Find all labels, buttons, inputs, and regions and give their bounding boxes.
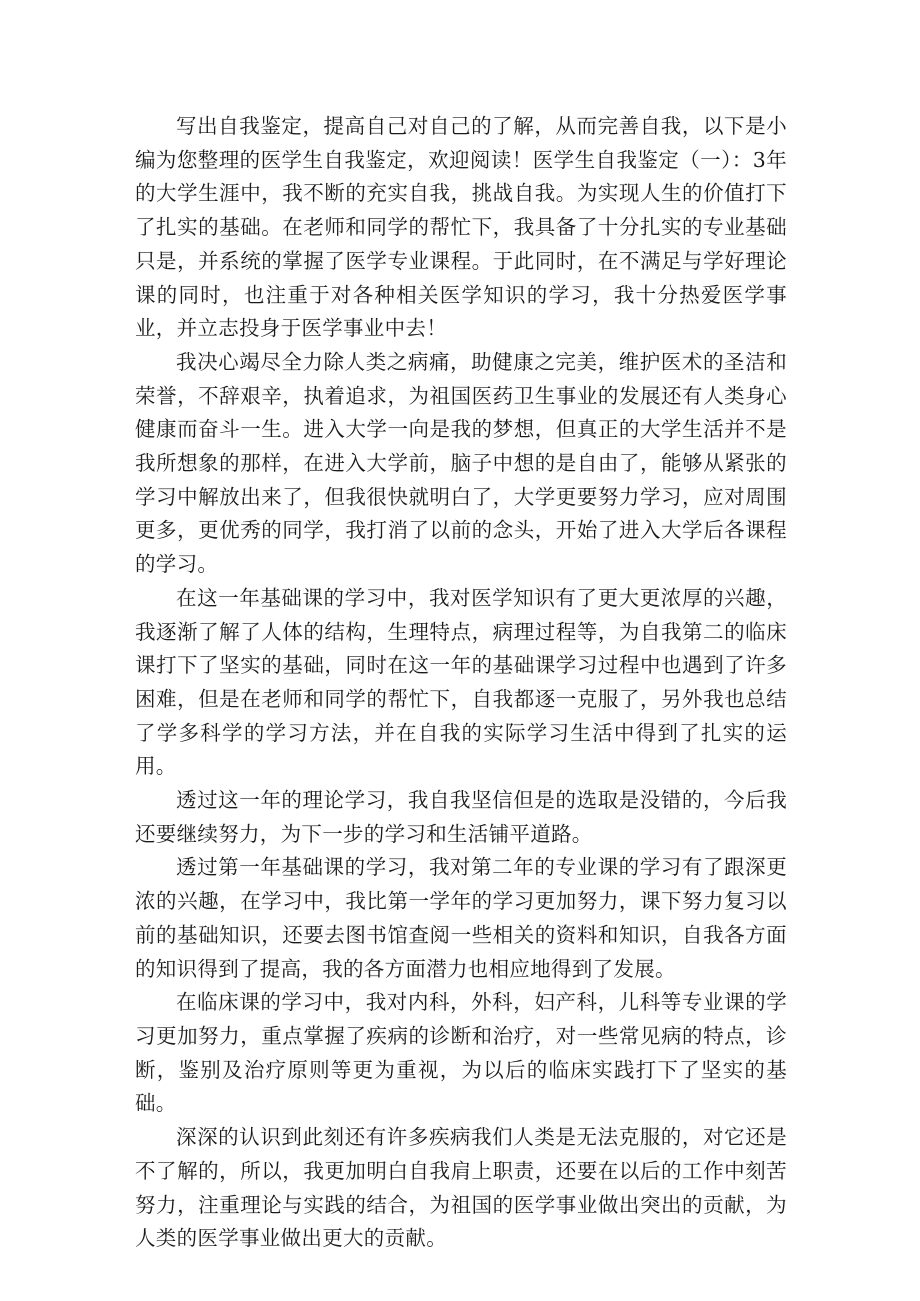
- paragraph-6: 在临床课的学习中，我对内科，外科，妇产科，儿科等专业课的学习更加努力，重点掌握了疾病的诊断和治疗，对一些常见病的特点，诊断，鉴别及治疗原则等更为重视，为以后的临床实践打下了坚实的基础。: [135, 990, 787, 1116]
- paragraph-2: 我决心竭尽全力除人类之病痛，助健康之完美，维护医术的圣洁和荣誉，不辞艰辛，执着追求，为祖国医药卫生事业的发展还有人类身心健康而奋斗一生。进入大学一向是我的梦想，但真正的大学生活并不是我所想象的那样，在进入大学前，脑子中想的是自由了，能够从紧张的学习中解放出来了，但我很快就明白了，大学更要努力学习，应对周围更多，更优秀的同学，我打消了以前的念头，开始了进入大学后各课程的学习。: [135, 349, 787, 577]
- paragraph-7: 深深的认识到此刻还有许多疾病我们人类是无法克服的，对它还是不了解的，所以，我更加明白自我肩上职责，还要在以后的工作中刻苦努力，注重理论与实践的结合，为祖国的医学事业做出突出的贡献，为人类的医学事业做出更大的贡献。: [135, 1125, 787, 1251]
- paragraph-1: 写出自我鉴定，提高自己对自己的了解，从而完善自我，以下是小编为您整理的医学生自我鉴定，欢迎阅读！医学生自我鉴定（一）：3年的大学生涯中，我不断的充实自我，挑战自我。为实现人生的价值打下了扎实的基础。在老师和同学的帮忙下，我具备了十分扎实的专业基础只是，并系统的掌握了医学专业课程。于此同时，在不满足与学好理论课的同时，也注重于对各种相关医学知识的学习，我十分热爱医学事业，并立志投身于医学事业中去！: [135, 114, 787, 341]
- document-body: [135, 110, 787, 1256]
- paragraph-3: 在这一年基础课的学习中，我对医学知识有了更大更浓厚的兴趣，我逐渐了解了人体的结构，生理特点，病理过程等，为自我第二的临床课打下了坚实的基础，同时在这一年的基础课学习过程中也遇到了许多困难，但是在老师和同学的帮忙下，自我都逐一克服了，另外我也总结了学多科学的学习方法，并在自我的实际学习生活中得到了扎实的运用。: [135, 585, 787, 779]
- paragraph-4: 透过这一年的理论学习，我自我坚信但是的选取是没错的，今后我还要继续努力，为下一步的学习和生活铺平道路。: [135, 788, 787, 846]
- paragraph-5: 透过第一年基础课的学习，我对第二年的专业课的学习有了跟深更浓的兴趣，在学习中，我比第一学年的学习更加努力，课下努力复习以前的基础知识，还要去图书馆查阅一些相关的资料和知识，自我各方面的知识得到了提高，我的各方面潜力也相应地得到了发展。: [135, 855, 787, 981]
